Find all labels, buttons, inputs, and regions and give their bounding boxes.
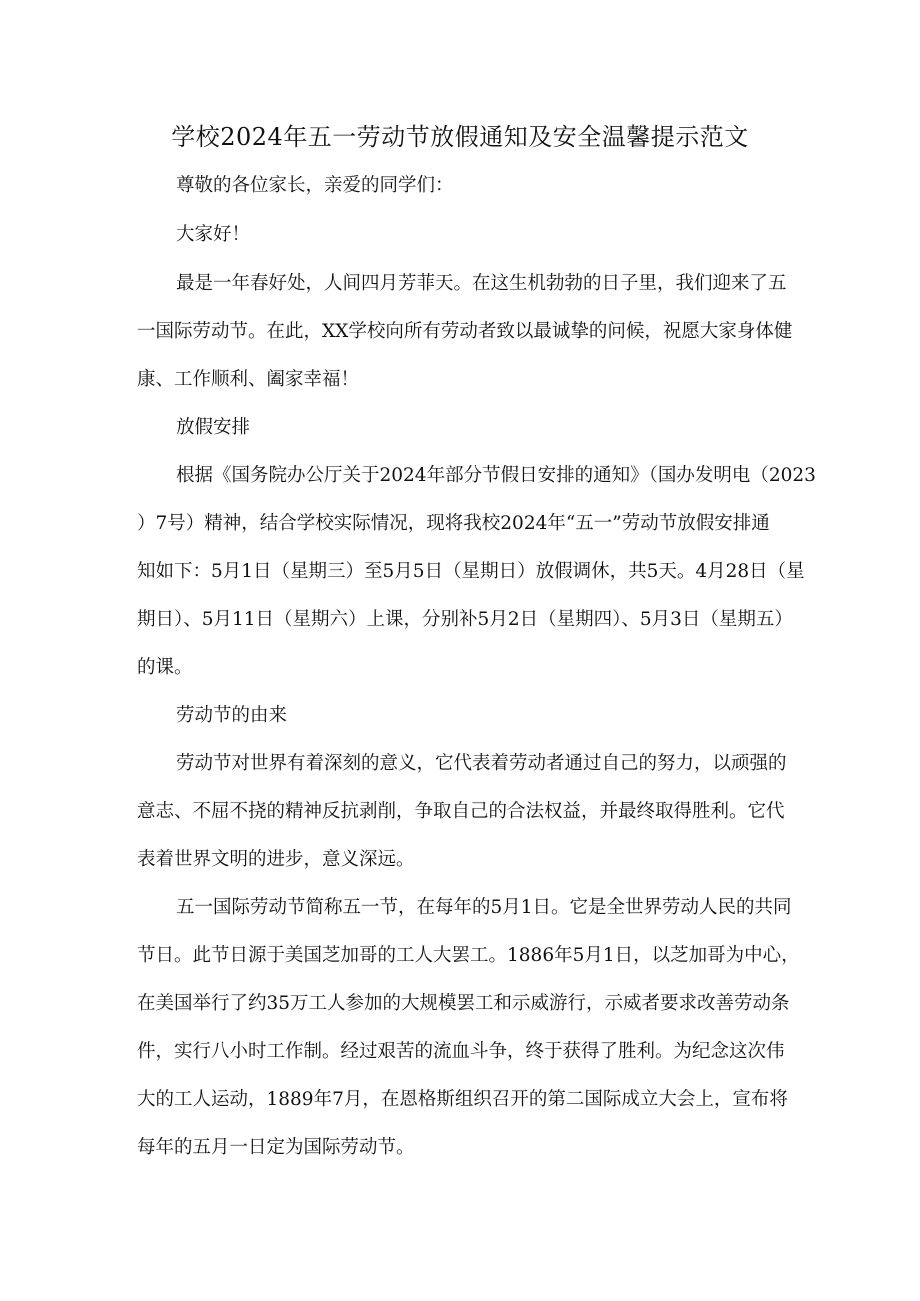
- holiday-line-3: 知如下：5月1日（星期三）至5月5日（星期日）放假调休，共5天。4月28日（星: [137, 561, 805, 582]
- greeting: 尊敬的各位家长，亲爱的同学们：: [176, 175, 454, 196]
- section-heading-holiday: 放假安排: [176, 417, 251, 438]
- intro-line-2: 一国际劳动节。在此，XX学校向所有劳动者致以最诚挚的问候，祝愿大家身体健: [137, 321, 793, 342]
- origin2-line-2: 节日。此节日源于美国芝加哥的工人大罢工。1886年5月1日，以芝加哥为中心，: [137, 945, 800, 966]
- holiday-line-5: 的课。: [137, 657, 193, 678]
- origin1-line-3: 表着世界文明的进步，意义深远。: [137, 849, 415, 870]
- holiday-line-4: 期日）、5月11日（星期六）上课，分别补5月2日（星期四）、5月3日（星期五）: [137, 609, 793, 630]
- hello: 大家好！: [176, 224, 251, 245]
- section-heading-origin: 劳动节的由来: [176, 705, 288, 726]
- holiday-line-2: ）7号）精神，结合学校实际情况，现将我校2024年“五一”劳动节放假安排通: [137, 513, 770, 534]
- origin1-line-2: 意志、不屈不挠的精神反抗剥削，争取自己的合法权益，并最终取得胜利。它代: [137, 801, 785, 822]
- origin2-line-6: 每年的五月一日定为国际劳动节。: [137, 1137, 415, 1158]
- origin2-line-5: 大的工人运动，1889年7月，在恩格斯组织召开的第二国际成立大会上，宣布将: [137, 1089, 788, 1110]
- holiday-line-1: 根据《国务院办公厅关于2024年部分节假日安排的通知》（国办发明电（2023: [176, 465, 816, 486]
- intro-line-3: 康、工作顺利、阖家幸福！: [137, 369, 360, 390]
- origin2-line-3: 在美国举行了约35万工人参加的大规模罢工和示威游行，示威者要求改善劳动条: [137, 993, 790, 1014]
- document-title: 学校2024年五一劳动节放假通知及安全温馨提示范文: [171, 123, 749, 151]
- origin1-line-1: 劳动节对世界有着深刻的意义，它代表着劳动者通过自己的努力，以顽强的: [176, 753, 787, 774]
- origin2-line-1: 五一国际劳动节简称五一节，在每年的5月1日。它是全世界劳动人民的共同: [176, 897, 792, 918]
- intro-line-1: 最是一年春好处，人间四月芳菲天。在这生机勃勃的日子里，我们迎来了五: [176, 273, 787, 294]
- origin2-line-4: 件，实行八小时工作制。经过艰苦的流血斗争，终于获得了胜利。为纪念这次伟: [137, 1041, 785, 1062]
